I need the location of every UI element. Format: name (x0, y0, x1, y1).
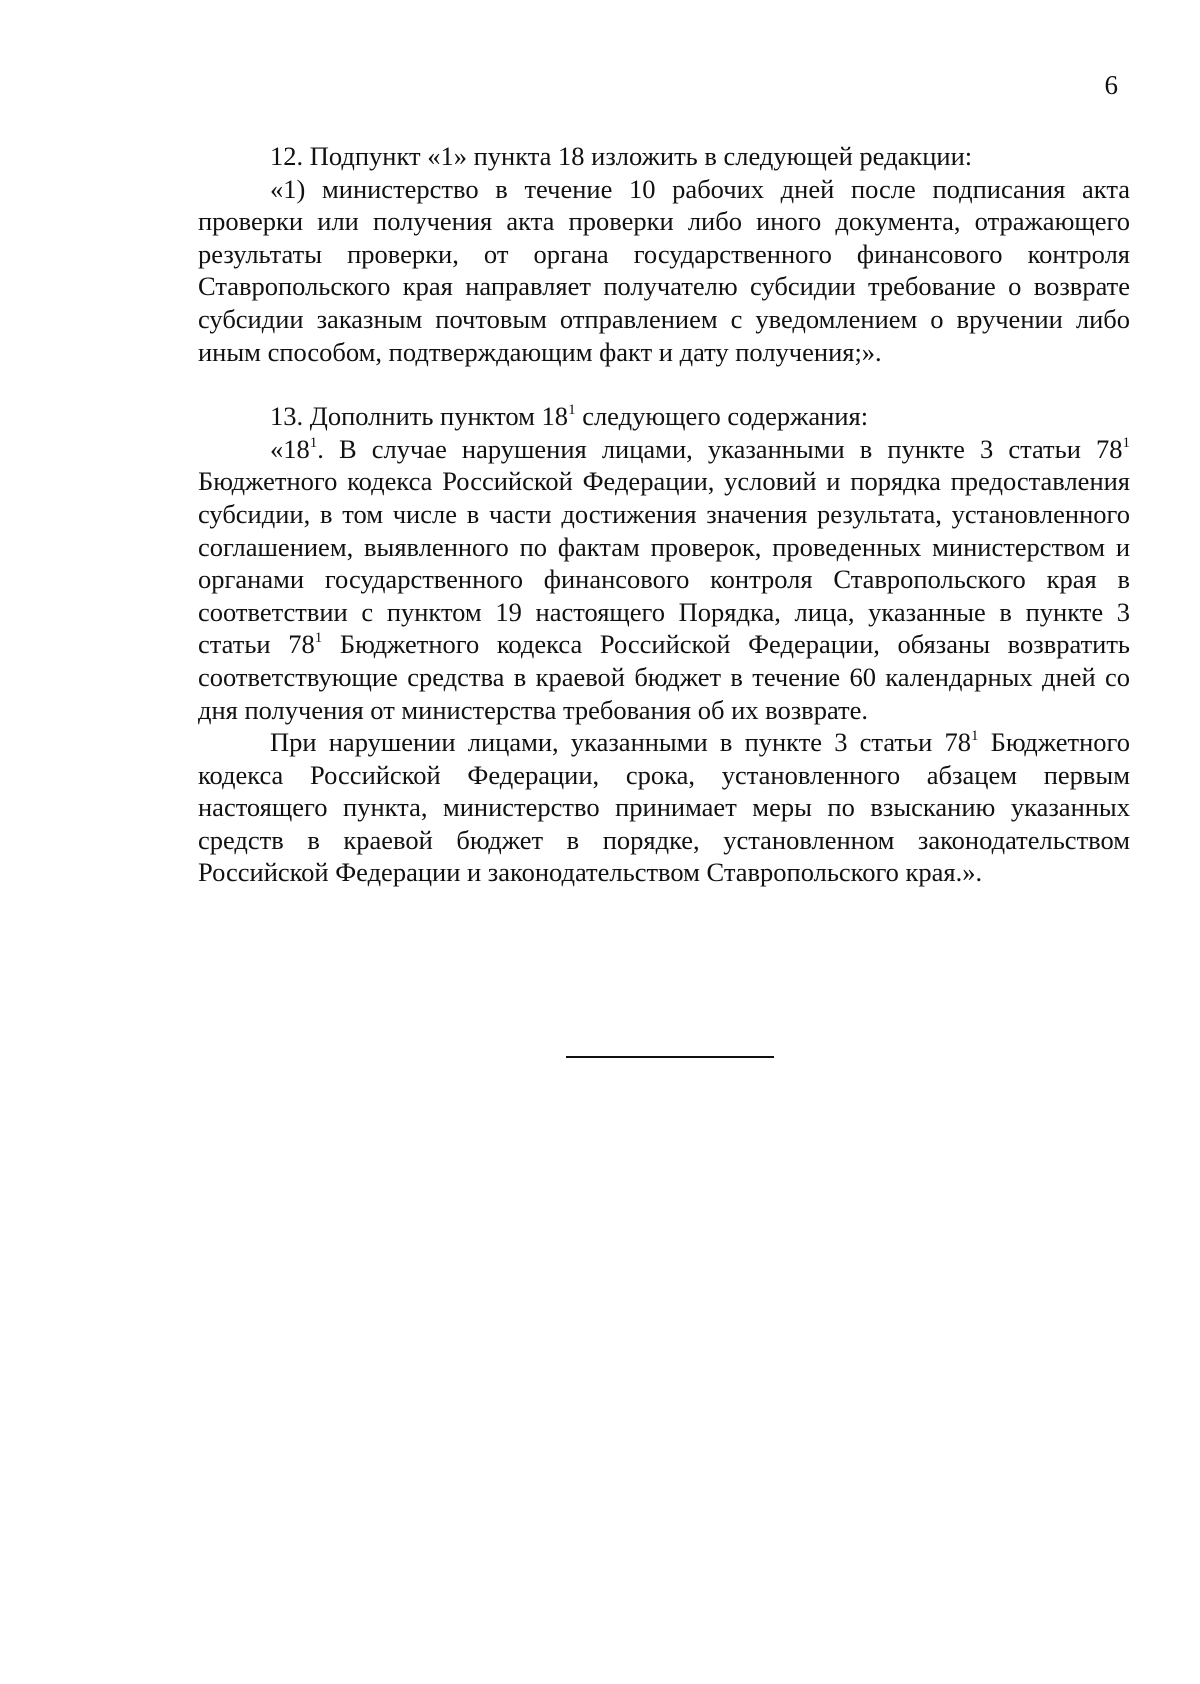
item-13-heading-text: следующего содержания: (575, 401, 869, 432)
paragraph-text: Бюджетного кодекса Российской Федерации, срока, установленного абзацем первым настоящего пункта, министерство принимает меры по взысканию указанных средств в краевой бюджет в порядке, установленном законодательством Российской Федерации и законодательством Ставропольского края.». (198, 727, 1130, 888)
end-divider (566, 1056, 774, 1058)
document-body (198, 140, 1130, 889)
superscript: 1 (568, 402, 576, 419)
superscript: 1 (309, 434, 318, 451)
superscript: 1 (1122, 434, 1130, 451)
item-13-paragraph-2 (198, 726, 1130, 889)
paragraph-text: Бюджетного кодекса Российской Федерации, условий и порядка предоставления субсидии, в том числе в части достижения значения результата, установленного соглашением, выявленного по фактам проверок, проведенных министерством и органами государственного финансового контроля Ставропольского края в соответствии с пунктом 19 настоящего Порядка, лица, указанные в пункте 3 статьи 78 (198, 466, 1130, 660)
item-13-paragraph-1 (198, 433, 1130, 726)
superscript: 1 (970, 728, 979, 745)
page-number: 6 (1104, 70, 1118, 100)
paragraph-text: «18 (270, 433, 310, 464)
paragraph-text: При нарушении лицами, указанными в пункте 3 статьи 78 (270, 727, 971, 758)
item-12-text: «1) министерство в течение 10 рабочих дней после подписания акта проверки или получения акта проверки либо иного документа, отражающего результаты проверки, от органа государственного финансового контроля Ставропольского края направляет получателю субсидии требование о возврате субсидии заказным почтовым отправлением с уведомлением о вручении либо иным способом, подтверждающим факт и дату получения;». (198, 173, 1130, 367)
paragraph-text: . В случае нарушения лицами, указанными в пункте 3 статьи 78 (317, 433, 1123, 464)
item-13-heading (198, 400, 1130, 433)
paragraph-text: Бюджетного кодекса Российской Федерации, обязаны возвратить соответствующие средства в краевой бюджет в течение 60 календарных дней со дня получения от министерства требования об их возврате. (198, 629, 1130, 725)
item-12-heading: 12. Подпункт «1» пункта 18 изложить в следующей редакции: (270, 141, 973, 171)
item-13-heading-text: 13. Дополнить пунктом 18 (270, 401, 569, 432)
superscript: 1 (314, 630, 323, 647)
